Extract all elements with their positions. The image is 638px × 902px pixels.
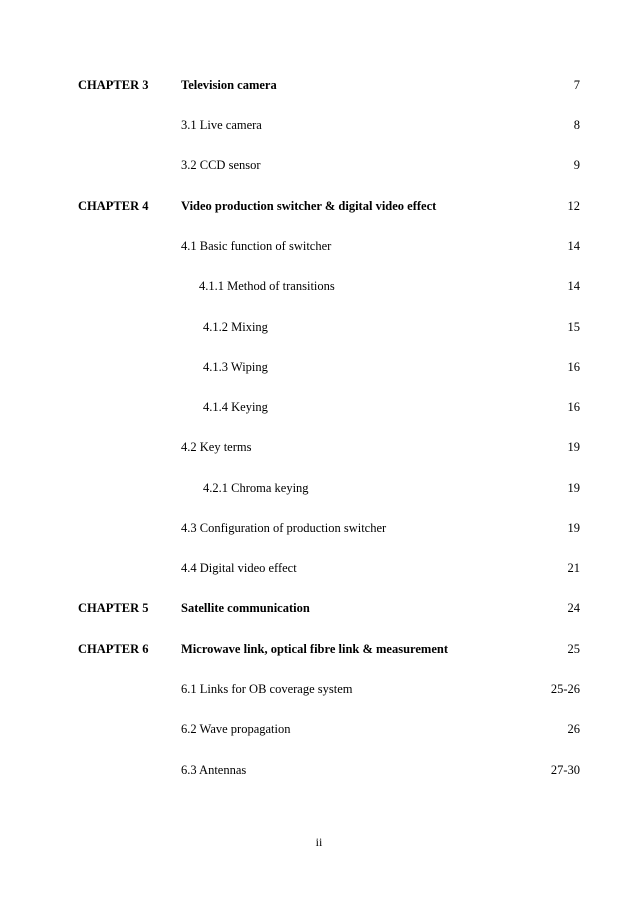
- entry-title: 6.3 Antennas: [181, 763, 247, 777]
- page-number: 21: [567, 561, 580, 575]
- entry-title: 6.2 Wave propagation: [181, 722, 291, 736]
- entry-title: 4.4 Digital video effect: [181, 561, 297, 575]
- entry-title: 3.1 Live camera: [181, 118, 262, 132]
- page-number: 16: [567, 360, 580, 374]
- page-number: 7: [573, 78, 580, 92]
- page-number: 25-26: [550, 682, 580, 696]
- page-number: 16: [567, 400, 580, 414]
- page-number: 8: [573, 118, 580, 132]
- entry-title: 4.2 Key terms: [181, 440, 252, 454]
- toc-entry-4-1-2: [0, 317, 638, 337]
- entry-title: Video production switcher & digital video effect: [181, 199, 437, 213]
- toc-entry-6-3: [0, 760, 638, 780]
- toc-entry-4-1: [0, 236, 638, 256]
- entry-title: Television camera: [181, 78, 277, 92]
- toc-entry-3-2: [0, 155, 638, 175]
- entry-title: 4.1.2 Mixing: [203, 320, 268, 334]
- toc-entry-4-2: [0, 437, 638, 457]
- page-number: 12: [567, 199, 580, 213]
- page-number: 9: [573, 158, 580, 172]
- toc-entry-4-4: [0, 558, 638, 578]
- entry-title: 4.1.4 Keying: [203, 400, 268, 414]
- page-number: 14: [567, 239, 580, 253]
- entry-title: 4.1 Basic function of switcher: [181, 239, 332, 253]
- toc-entry-chapter-4: [0, 196, 638, 216]
- toc-entry-4-3: [0, 518, 638, 538]
- entry-title: 4.1.3 Wiping: [203, 360, 268, 374]
- page-number: 25: [567, 642, 580, 656]
- toc-entry-3-1: [0, 115, 638, 135]
- page-number: 15: [567, 320, 580, 334]
- page-number: 14: [567, 279, 580, 293]
- entry-title: 6.1 Links for OB coverage system: [181, 682, 353, 696]
- toc-entry-4-2-1: [0, 478, 638, 498]
- entry-title: 3.2 CCD sensor: [181, 158, 261, 172]
- page-number: 27-30: [550, 763, 580, 777]
- toc-entry-6-2: [0, 719, 638, 739]
- toc-entry-6-1: [0, 679, 638, 699]
- toc-entry-chapter-5: [0, 598, 638, 618]
- entry-title: 4.2.1 Chroma keying: [203, 481, 309, 495]
- toc-entry-4-1-3: [0, 357, 638, 377]
- toc-entry-4-1-1: [0, 276, 638, 296]
- chapter-label: CHAPTER 4: [78, 199, 149, 213]
- entry-title: Satellite communication: [181, 601, 310, 615]
- page-number: 26: [567, 722, 580, 736]
- chapter-label: CHAPTER 5: [78, 601, 149, 615]
- page-number: 24: [567, 601, 580, 615]
- chapter-label: CHAPTER 6: [78, 642, 149, 656]
- footer-page-number: ii: [315, 835, 323, 849]
- page-number: 19: [567, 440, 580, 454]
- toc-entry-4-1-4: [0, 397, 638, 417]
- toc-entry-chapter-3: [0, 75, 638, 95]
- chapter-label: CHAPTER 3: [78, 78, 149, 92]
- toc-entry-chapter-6: [0, 639, 638, 659]
- entry-title: 4.3 Configuration of production switcher: [181, 521, 387, 535]
- entry-title: 4.1.1 Method of transitions: [199, 279, 335, 293]
- page-number: 19: [567, 481, 580, 495]
- page-number: 19: [567, 521, 580, 535]
- entry-title: Microwave link, optical fibre link & measurement: [181, 642, 448, 656]
